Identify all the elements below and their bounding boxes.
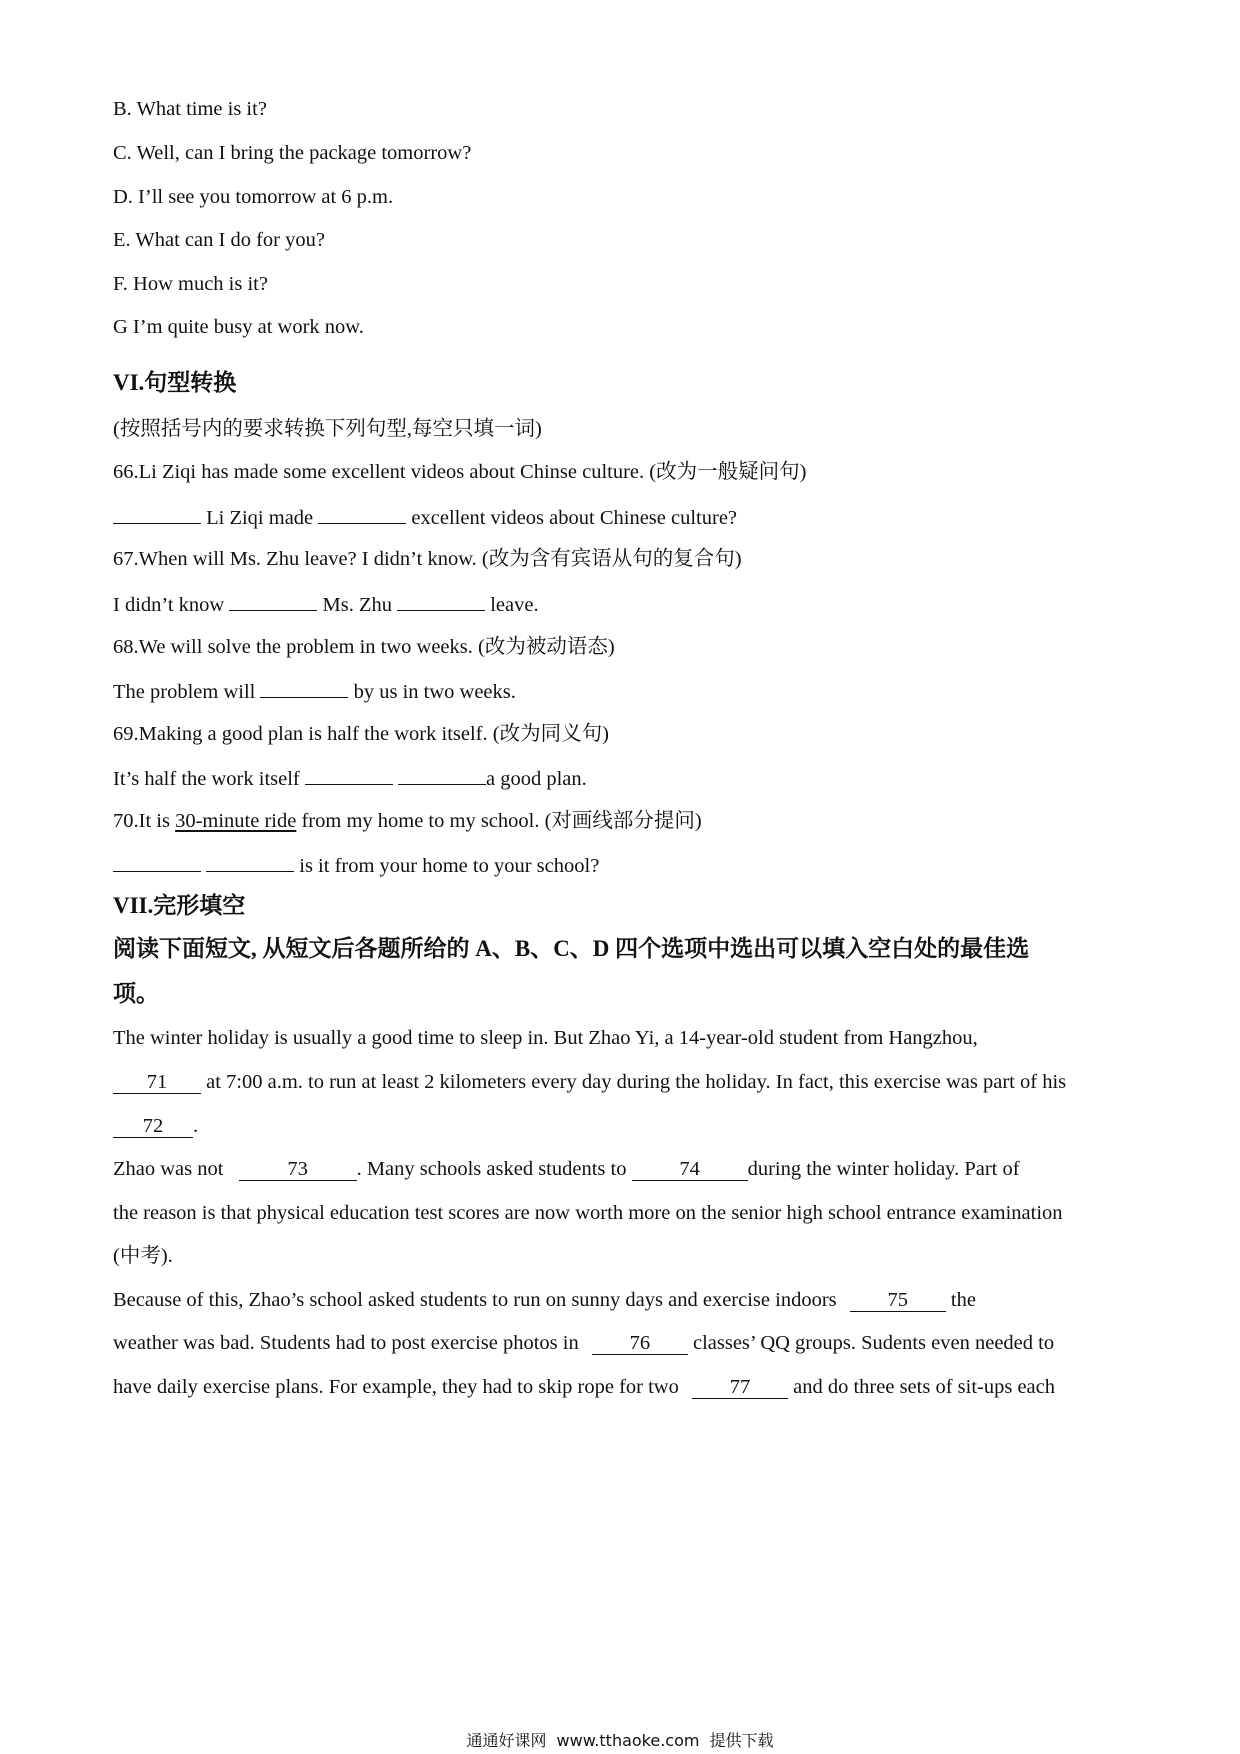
cloze-blank-72[interactable]: 72	[113, 1115, 193, 1138]
question-66-answer: Li Ziqi made excellent videos about Chinese culture?	[113, 503, 737, 531]
cloze-blank-75[interactable]: 75	[850, 1289, 946, 1312]
answer-blank[interactable]	[260, 677, 348, 698]
footer-url[interactable]: www.tthaoke.com	[556, 1731, 700, 1750]
question-69-prompt: 69.Making a good plan is half the work itself. (改为同义句)	[113, 723, 609, 745]
passage-p2-line-2: the reason is that physical education test scores are now worth more on the senior high school entrance examination	[113, 1202, 1063, 1224]
option-c: C. Well, can I bring the package tomorrow?	[113, 142, 472, 164]
option-b: B. What time is it?	[113, 98, 267, 120]
cloze-blank-71[interactable]: 71	[113, 1071, 201, 1094]
question-67-answer: I didn’t know Ms. Zhu leave.	[113, 590, 539, 618]
cloze-blank-77[interactable]: 77	[692, 1376, 788, 1399]
cloze-blank-76[interactable]: 76	[592, 1332, 688, 1355]
passage-p1-line-3: 72 .	[113, 1113, 198, 1139]
passage-p1-line-2: 71 at 7:00 a.m. to run at least 2 kilometers every day during the holiday. In fact, this exercise was part of his	[113, 1069, 1066, 1095]
question-67-prompt: 67.When will Ms. Zhu leave? I didn’t know. (改为含有宾语从句的复合句)	[113, 548, 742, 570]
section-vii-instruction-line-2: 项。	[113, 981, 159, 1006]
question-68-answer: The problem will by us in two weeks.	[113, 677, 516, 705]
answer-blank[interactable]	[206, 851, 294, 872]
passage-p3-line-1: Because of this, Zhao’s school asked students to run on sunny days and exercise indoors 75 the	[113, 1289, 976, 1311]
answer-blank[interactable]	[305, 764, 393, 785]
underlined-phrase: 30-minute ride	[175, 810, 297, 832]
cloze-blank-73[interactable]: 73	[239, 1158, 357, 1181]
question-70-prompt: 70.It is 30-minute ride from my home to my school. (对画线部分提问)	[113, 810, 702, 832]
passage-p2-line-1: Zhao was not 73 . Many schools asked students to 74 during the winter holiday. Part of	[113, 1158, 1020, 1180]
option-f: F. How much is it?	[113, 273, 268, 295]
question-70-answer: is it from your home to your school?	[113, 851, 599, 879]
answer-blank[interactable]	[113, 503, 201, 524]
answer-blank[interactable]	[113, 851, 201, 872]
answer-blank[interactable]	[397, 590, 485, 611]
section-vi-instruction: (按照括号内的要求转换下列句型,每空只填一词)	[113, 418, 542, 440]
section-heading-vii: VII.完形填空	[113, 893, 246, 918]
passage-p3-line-2: weather was bad. Students had to post exercise photos in 76 classes’ QQ groups. Sudents even needed to	[113, 1332, 1055, 1354]
footer-site-name: 通通好课网	[466, 1731, 547, 1750]
cloze-blank-74[interactable]: 74	[632, 1158, 748, 1181]
section-vii-instruction-line-1: 阅读下面短文, 从短文后各题所给的 A、B、C、D 四个选项中选出可以填入空白处的最佳选	[113, 936, 1030, 961]
answer-blank[interactable]	[229, 590, 317, 611]
option-g: G I’m quite busy at work now.	[113, 316, 364, 338]
question-66-prompt: 66.Li Ziqi has made some excellent videos about Chinse culture. (改为一般疑问句)	[113, 461, 807, 483]
option-d: D. I’ll see you tomorrow at 6 p.m.	[113, 186, 394, 208]
passage-p3-line-3: have daily exercise plans. For example, they had to skip rope for two 77 and do three sets of sit-ups each	[113, 1376, 1055, 1398]
answer-blank[interactable]	[318, 503, 406, 524]
passage-p2-line-3: (中考).	[113, 1245, 173, 1267]
option-e: E. What can I do for you?	[113, 229, 325, 251]
page-footer	[0, 1728, 1240, 1751]
footer-note: 提供下载	[709, 1731, 774, 1750]
section-heading-vi: VI.句型转换	[113, 370, 237, 395]
question-69-answer: It’s half the work itself a good plan.	[113, 764, 587, 792]
passage-p1-line-1: The winter holiday is usually a good time to sleep in. But Zhao Yi, a 14-year-old student from Hangzhou,	[113, 1027, 978, 1049]
answer-blank[interactable]	[398, 764, 486, 785]
question-68-prompt: 68.We will solve the problem in two weeks. (改为被动语态)	[113, 636, 615, 658]
